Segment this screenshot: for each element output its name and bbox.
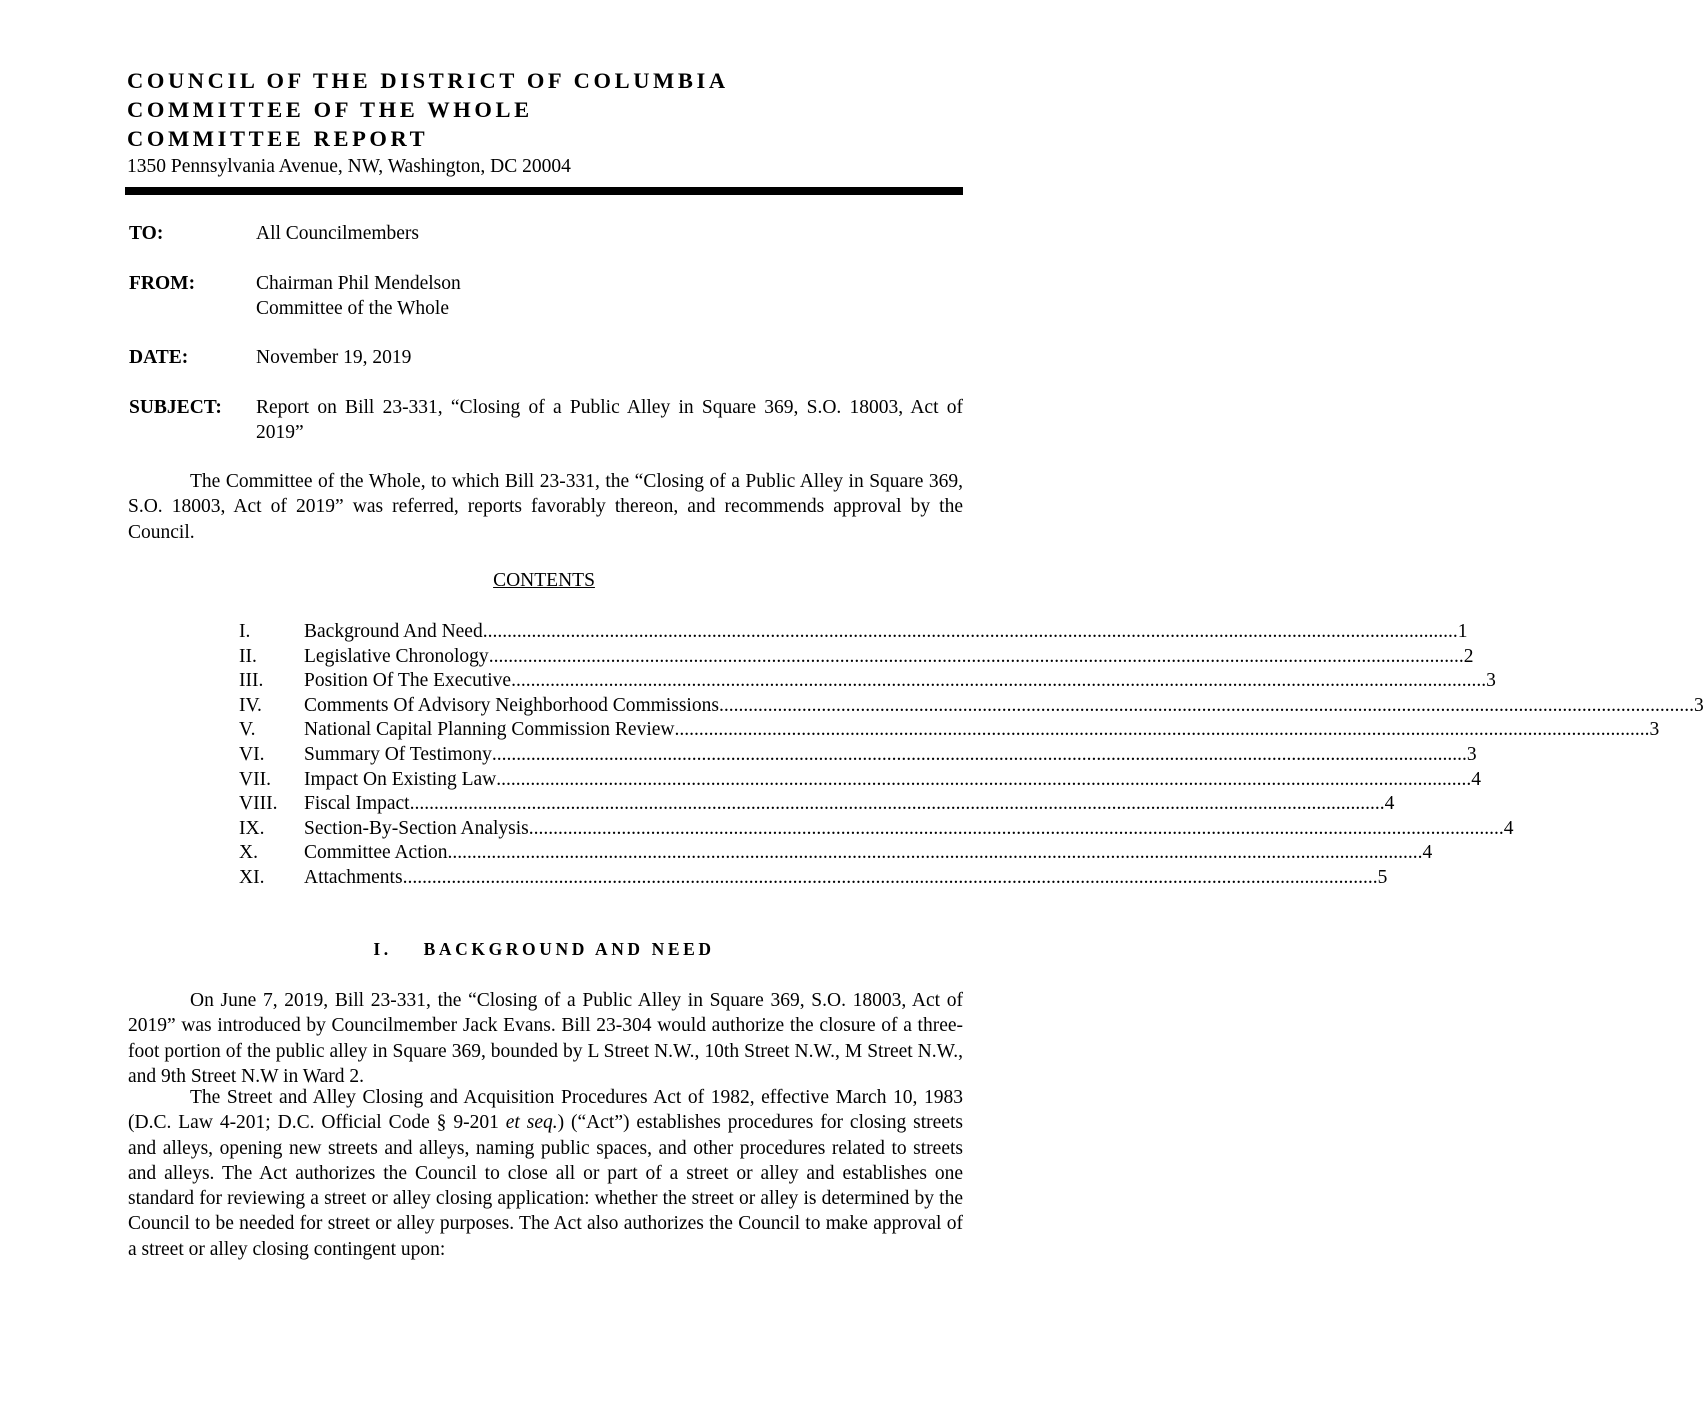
toc-row [239, 866, 1388, 891]
memo-date-label: DATE: [129, 347, 189, 368]
toc-page-number: 3 [1486, 670, 1496, 692]
memo-date-value: November 19, 2019 [256, 347, 412, 368]
contents-heading: CONTENTS [493, 570, 595, 591]
letterhead-report-type: COMMITTEE REPORT [127, 126, 429, 151]
memo-from-label: FROM: [129, 273, 196, 294]
toc-row [239, 792, 1395, 817]
toc-title: Committee Action [304, 842, 448, 864]
intro-text: The Committee of the Whole, to which Bill 23-331, the “Closing of a Public Alley in Square 369, S.O. 18003, Act of 2019” was referred, reports favorably thereon, and recommends approval by the Council. [128, 471, 963, 543]
toc-dot-leader: ........................................................................................................................................................................................................ [496, 768, 1472, 790]
toc-number: IX. [239, 817, 265, 839]
toc-title: Background And Need [304, 621, 483, 642]
toc-page-number: 4 [1503, 817, 1514, 839]
toc-title: Legislative Chronology [304, 645, 489, 667]
memo-from-name: Chairman Phil Mendelson [256, 273, 461, 294]
memo-from-committee: Committee of the Whole [256, 297, 449, 319]
background-paragraph-2 [128, 1085, 963, 1262]
toc-row [239, 718, 1660, 743]
letterhead-council: COUNCIL OF THE DISTRICT OF COLUMBIA [127, 68, 729, 93]
memo-subject-value: Report on Bill 23-331, “Closing of a Public Alley in Square 369, S.O. 18003, Act of 2019” [256, 397, 963, 443]
toc-page-number: 3 [1693, 694, 1704, 716]
toc-row [239, 669, 1496, 694]
toc-title: Summary Of Testimony [304, 743, 492, 765]
toc-row [239, 743, 1477, 768]
toc-dot-leader: ........................................................................................................................................................................................................ [491, 743, 1467, 765]
toc-title: Fiscal Impact [304, 793, 410, 815]
memo-to-label: TO: [129, 223, 164, 244]
toc-row [239, 817, 1514, 842]
toc-title: Section-By-Section Analysis [304, 817, 529, 839]
memo-from-value [256, 272, 963, 321]
toc-number: VIII. [239, 793, 278, 815]
background-paragraph-1 [128, 988, 963, 1089]
toc-row [239, 841, 1433, 866]
toc-entry [304, 743, 1477, 768]
toc-page-number: 1 [1457, 621, 1468, 642]
toc-number: IV. [239, 694, 262, 716]
toc-number: V. [239, 719, 256, 741]
toc-page-number: 4 [1422, 842, 1433, 864]
toc-page-number: 5 [1377, 866, 1388, 888]
table-of-contents [239, 620, 1704, 891]
toc-page-number: 4 [1384, 793, 1395, 815]
toc-entry [304, 792, 1395, 817]
toc-row [239, 645, 1474, 670]
background-paragraph-2-text-a: The Street and Alley Closing and Acquisition Procedures Act of 1982, effective March 10, 1983 (D.C. Law 4-201; D.C. Official Code § 9-201 [128, 1087, 963, 1134]
toc-title: Attachments [304, 866, 403, 888]
toc-dot-leader: ........................................................................................................................................................................................................ [402, 866, 1378, 888]
toc-title: National Capital Planning Commission Review [304, 719, 675, 741]
toc-dot-leader: ........................................................................................................................................................................................................ [409, 793, 1385, 815]
toc-title: Position Of The Executive [304, 670, 512, 692]
background-paragraph-2-text-italic: et seq. [505, 1112, 558, 1134]
letterhead [127, 66, 729, 180]
toc-entry [304, 817, 1514, 842]
toc-entry [304, 694, 1704, 719]
toc-entry [304, 718, 1660, 743]
toc-number: XI. [239, 866, 265, 888]
section-heading-text: I. BACKGROUND AND NEED [373, 939, 715, 959]
toc-dot-leader: ........................................................................................................................................................................................................ [528, 817, 1504, 839]
toc-number: II. [239, 645, 257, 667]
toc-entry [304, 620, 1468, 645]
toc-dot-leader: ........................................................................................................................................................................................................ [447, 842, 1423, 864]
toc-title: Comments Of Advisory Neighborhood Commissions [304, 694, 719, 716]
letterhead-address: 1350 Pennsylvania Avenue, NW, Washington, DC 20004 [127, 156, 571, 177]
toc-entry [304, 768, 1481, 793]
memo-to-value: All Councilmembers [256, 223, 420, 244]
toc-title: Impact On Existing Law [304, 768, 497, 790]
toc-entry [304, 669, 1496, 694]
toc-dot-leader: ........................................................................................................................................................................................................ [488, 645, 1464, 667]
section-heading-background [0, 937, 1088, 961]
memo-subject-label: SUBJECT: [129, 397, 222, 418]
header-rule [125, 187, 963, 195]
toc-row [239, 620, 1468, 645]
toc-entry [304, 645, 1474, 670]
toc-row [239, 768, 1481, 793]
toc-page-number: 2 [1463, 645, 1474, 667]
toc-number: VII. [239, 768, 271, 790]
toc-row [239, 694, 1704, 719]
toc-dot-leader: ........................................................................................................................................................................................................ [511, 670, 1487, 692]
toc-page-number: 3 [1466, 743, 1477, 765]
letterhead-committee: COMMITTEE OF THE WHOLE [127, 97, 533, 122]
toc-number: I. [239, 621, 251, 642]
toc-dot-leader: ........................................................................................................................................................................................................ [674, 719, 1650, 741]
intro-paragraph [128, 469, 963, 545]
toc-number: III. [239, 670, 264, 692]
background-paragraph-2-text-b: ) (“Act”) establishes procedures for closing streets and alleys, opening new streets and alleys, naming public spaces, and other procedures related to streets and alleys. The Act authorizes the Council to close all or part of a street or alley and establishes one standard for reviewing a street or alley closing application: whether the street or alley is determined by the Council to be needed for street or alley purposes. The Act also authorizes the Council to make approval of a street or alley closing contingent upon: [128, 1112, 963, 1260]
toc-dot-leader: ........................................................................................................................................................................................................ [718, 694, 1694, 716]
toc-entry [304, 866, 1388, 891]
toc-entry [304, 841, 1433, 866]
toc-page-number: 3 [1649, 719, 1660, 741]
toc-number: X. [239, 842, 258, 864]
toc-number: VI. [239, 743, 265, 765]
toc-page-number: 4 [1471, 768, 1481, 790]
background-paragraph-1-text: On June 7, 2019, Bill 23-331, the “Closing of a Public Alley in Square 369, S.O. 18003, Act of 2019” was introduced by Councilmember Jack Evans. Bill 23-304 would authorize the closure of a three-foot portion of the public alley in Square 369, bounded by L Street N.W., 10th Street N.W., M Street N.W., and 9th Street N.W in Ward 2. [128, 990, 963, 1087]
toc-dot-leader: ........................................................................................................................................................................................................ [482, 621, 1458, 642]
